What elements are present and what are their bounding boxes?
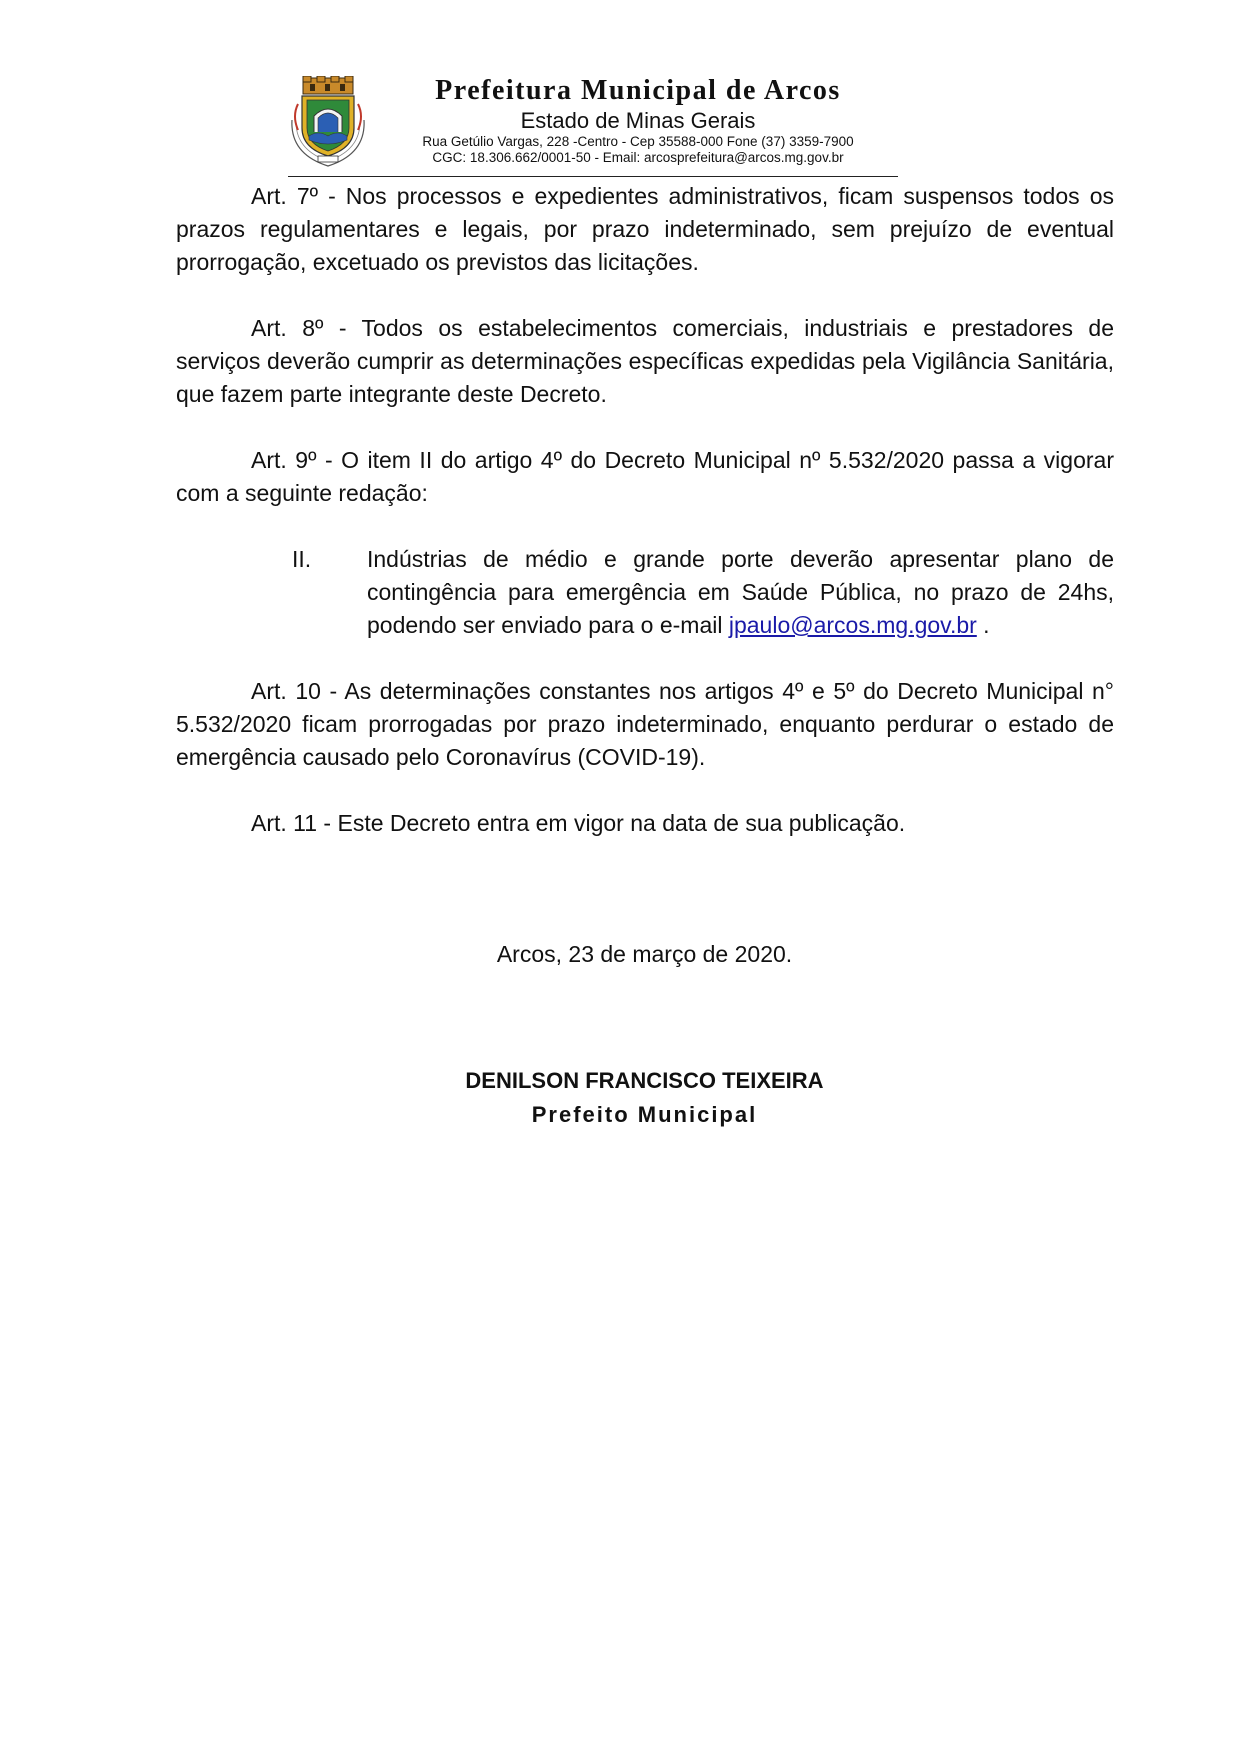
letterhead-state: Estado de Minas Gerais — [520, 108, 756, 133]
signer-name: DENILSON FRANCISCO TEIXEIRA — [465, 1068, 824, 1093]
article-9-item-ii — [176, 543, 1114, 642]
item-text-body: Indústrias de médio e grande porte deverão apresentar plano de contingência para emergência em Saúde Pública, no prazo de 24hs, podendo ser enviado para o e-mail — [367, 546, 1114, 638]
article-8: Art. 8º - Todos os estabelecimentos comerciais, industriais e prestadores de serviços deverão cumprir as determinações específicas expedidas pela Vigilância Sanitária, que fazem parte integrante deste Decreto. — [176, 315, 1114, 407]
article-11: Art. 11 - Este Decreto entra em vigor na data de sua publicação. — [251, 810, 906, 836]
document-body — [176, 180, 1114, 873]
email-link[interactable]: jpaulo@arcos.mg.gov.br — [728, 612, 977, 638]
letterhead-title: Prefeitura Municipal de Arcos — [435, 75, 841, 106]
coat-of-arms-icon — [288, 76, 368, 168]
letterhead — [288, 72, 898, 178]
letterhead-address: Rua Getúlio Vargas, 228 -Centro - Cep 35588-000 Fone (37) 3359-7900 — [422, 134, 854, 149]
letterhead-divider — [288, 176, 898, 177]
article-7: Art. 7º - Nos processos e expedientes administrativos, ficam suspensos todos os prazos regulamentares e legais, por prazo indeterminado, sem prejuízo de eventual prorrogação, excetuado os previstos das licitações. — [176, 183, 1114, 275]
article-9: Art. 9º - O item II do artigo 4º do Decreto Municipal nº 5.532/2020 passa a vigorar com a seguinte redação: — [176, 447, 1114, 506]
letterhead-text — [378, 72, 898, 166]
date-line: Arcos, 23 de março de 2020. — [496, 941, 793, 967]
item-number: II. — [292, 546, 312, 572]
item-text-trailing: . — [976, 612, 990, 638]
signer-role: Prefeito Municipal — [531, 1102, 758, 1127]
item-text — [367, 543, 1114, 642]
letterhead-cgc: CGC: 18.306.662/0001-50 - Email: arcosprefeitura@arcos.mg.gov.br — [432, 150, 844, 165]
article-10: Art. 10 - As determinações constantes nos artigos 4º e 5º do Decreto Municipal n° 5.532/2020 ficam prorrogadas por prazo indeterminado, enquanto perdurar o estado de emergência causado pelo Coronavírus (COVID-19). — [176, 678, 1114, 770]
